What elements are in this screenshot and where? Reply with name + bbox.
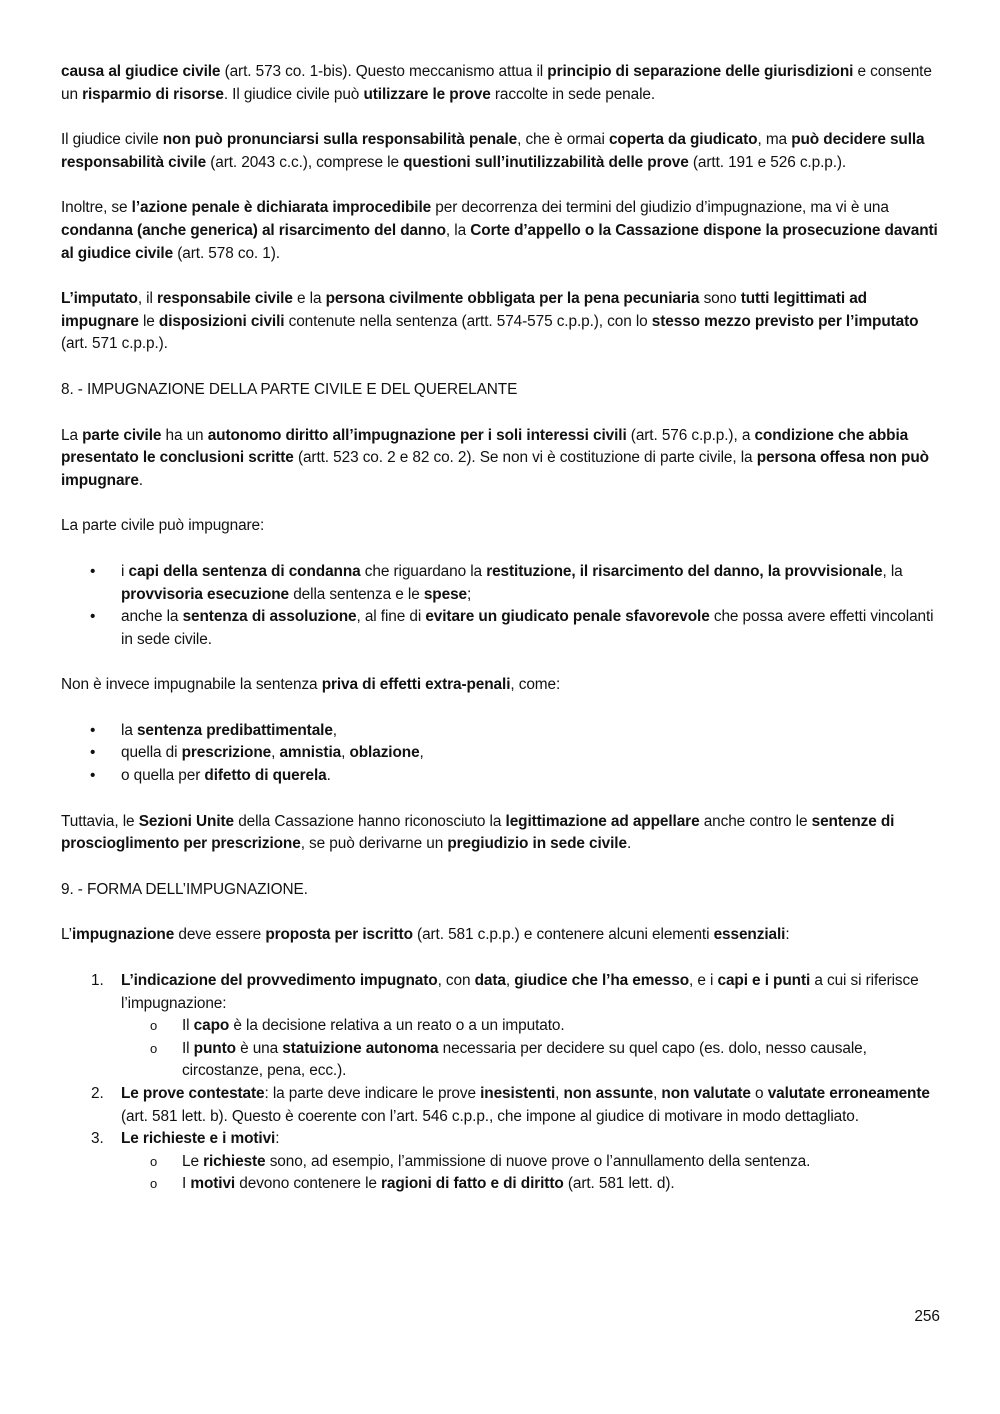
bold-text: provvisoria esecuzione — [121, 585, 290, 603]
text-run: raccolte in sede penale. — [490, 85, 656, 103]
numbered-item — [61, 970, 941, 1083]
text-run: a cui si riferisce l’impugnazione: — [121, 972, 919, 1012]
section-heading-8: 8. - IMPUGNAZIONE DELLA PARTE CIVILE E DEL QUERELANTE — [61, 380, 518, 398]
numbered-item — [61, 1128, 941, 1196]
text-run: deve essere — [174, 926, 266, 944]
bold-text: essenziali — [713, 926, 786, 944]
bold-text: richieste — [203, 1152, 266, 1170]
paragraph — [61, 425, 941, 493]
bold-text: capi e i punti — [717, 972, 811, 990]
text-run: è una — [235, 1039, 283, 1057]
bold-text: può decidere sulla responsabilità civile — [61, 131, 925, 171]
bold-text: principio di separazione delle giurisdizioni — [547, 63, 854, 80]
text-run: , — [332, 721, 337, 739]
text-run: : la parte deve indicare le prove — [264, 1085, 481, 1102]
item-number: 2. — [91, 1085, 104, 1102]
text-run: la — [121, 721, 137, 739]
text-run: contenute nella sentenza (artt. 574-575 c.p.p.), con lo — [284, 312, 652, 330]
text-run: , il — [137, 290, 157, 308]
text-run: L’ — [61, 926, 72, 944]
text-run: : — [275, 1130, 280, 1148]
bold-text: risparmio di risorse — [82, 85, 224, 103]
text-run: (art. 578 co. 1). — [173, 244, 280, 262]
text-run: La — [61, 426, 83, 444]
text-run: per decorrenza dei termini del giudizio d’impugnazione, ma vi è una — [431, 199, 889, 217]
bold-text: utilizzare le prove — [363, 85, 491, 103]
text-run: anche contro le — [699, 812, 812, 830]
bold-text: non può pronunciarsi sulla responsabilità penale — [162, 131, 518, 149]
bold-text: oblazione — [349, 744, 420, 762]
paragraph — [61, 129, 941, 174]
text-run: è la decisione relativa a un reato o a un imputato. — [229, 1017, 565, 1035]
bold-text: sentenza predibattimentale — [136, 721, 333, 739]
text-run: , al fine di — [356, 608, 426, 626]
bullet-item — [61, 720, 941, 743]
bold-text: priva di effetti extra-penali — [321, 676, 511, 694]
item-text — [121, 1128, 941, 1151]
bold-text: sentenze di proscioglimento per prescrizione — [61, 812, 895, 853]
bold-text: Corte d’appello o la Cassazione dispone la prosecuzione davanti al giudice civile — [61, 221, 938, 262]
bold-text: autonomo diritto all’impugnazione per i soli interessi civili — [207, 426, 627, 444]
bullet-item — [61, 765, 941, 788]
text-run: (artt. 523 co. 2 e 82 co. 2). Se non vi è costituzione di parte civile, la — [293, 449, 757, 467]
item-text — [121, 1083, 941, 1128]
text-run: , con — [437, 972, 475, 990]
text-run: anche la — [121, 608, 183, 626]
bold-text: inesistenti — [480, 1085, 556, 1102]
text-run: , — [653, 1085, 662, 1102]
text-run: (art. 571 c.p.p.). — [61, 335, 168, 353]
item-number: 3. — [91, 1130, 104, 1148]
sub-list-item — [121, 1038, 941, 1083]
bold-text: legittimazione ad appellare — [505, 812, 700, 830]
text-run: o quella per — [121, 767, 205, 785]
bold-text: l’azione penale è dichiarata improcedibile — [131, 199, 432, 217]
text-run: Il giudice civile — [61, 131, 163, 149]
text-run: ; — [466, 585, 472, 603]
bold-text: amnistia — [279, 744, 342, 762]
bullet-item — [61, 606, 941, 651]
bold-text: disposizioni civili — [158, 312, 285, 330]
bold-text: stesso mezzo previsto per l’imputato — [651, 312, 919, 330]
bold-text: restituzione, il risarcimento del danno, la provvisionale — [486, 562, 883, 580]
bold-text: evitare un giudicato penale sfavorevole — [425, 608, 710, 626]
bold-text: persona civilmente obbligata per la pena pecuniaria — [325, 290, 700, 308]
paragraph — [61, 197, 941, 265]
paragraph — [61, 924, 941, 947]
text-run: . Il giudice civile può — [223, 85, 364, 103]
text-run: Il — [182, 1017, 194, 1035]
text-run: . — [138, 471, 143, 489]
numbered-item — [61, 1083, 941, 1128]
text-run: , e i — [689, 972, 718, 990]
text-run: , — [341, 744, 350, 762]
document-page — [61, 61, 941, 1196]
text-run: , — [555, 1085, 564, 1102]
text-run: le — [138, 312, 159, 330]
bullet-item — [61, 561, 941, 606]
bold-text: proposta per iscritto — [265, 926, 413, 944]
bold-text: condanna (anche generica) al risarcimento del danno — [61, 221, 446, 239]
sub-list — [121, 1015, 941, 1083]
text-run: e la — [292, 290, 326, 308]
text-run: Le — [182, 1152, 204, 1170]
text-run: quella di — [121, 744, 182, 762]
sub-list-item — [121, 1173, 941, 1196]
text-run: , — [419, 744, 424, 762]
text-run: (art. 581 c.p.p.) e contenere alcuni elementi — [412, 926, 714, 944]
paragraph — [61, 288, 941, 356]
bold-text: questioni sull’inutilizzabilità delle prove — [403, 153, 689, 171]
text-run: , — [505, 972, 515, 990]
paragraph — [61, 61, 941, 106]
sub-list-item — [121, 1151, 941, 1174]
text-run: , ma — [757, 131, 792, 149]
text-run: devono contenere le — [235, 1175, 382, 1193]
text-run: ha un — [161, 426, 208, 444]
bold-text: Le richieste e i motivi — [121, 1130, 276, 1148]
bullet-list — [61, 720, 941, 788]
text-run: , che è ormai — [517, 131, 609, 149]
section-heading-9: 9. - FORMA DELL’IMPUGNAZIONE. — [61, 880, 308, 898]
paragraph — [61, 811, 941, 856]
bold-text: responsabile civile — [156, 290, 293, 308]
bold-text: data — [474, 972, 506, 990]
bold-text: capi della sentenza di condanna — [128, 562, 361, 580]
text-run: (art. 2043 c.c.), comprese le — [206, 153, 404, 171]
page-number: 256 — [914, 1308, 940, 1325]
text-run: della sentenza e le — [289, 585, 424, 603]
text-run: che riguardano la — [360, 562, 487, 580]
text-run: Non è invece impugnabile la sentenza — [61, 676, 322, 694]
sub-list — [121, 1151, 941, 1196]
text-run: i — [121, 562, 129, 580]
text-run: I — [182, 1175, 191, 1193]
text-run: sono — [699, 290, 741, 308]
text-run: . — [626, 835, 632, 853]
bold-text: non valutate — [661, 1085, 751, 1102]
paragraph — [61, 674, 941, 697]
sub-list-item — [121, 1015, 941, 1038]
bold-text: prescrizione — [181, 744, 272, 762]
bold-text: motivi — [190, 1175, 236, 1193]
bold-text: causa al giudice civile — [61, 63, 221, 80]
numbered-list — [61, 970, 941, 1196]
text-run: : — [785, 926, 790, 944]
item-text — [121, 970, 941, 1015]
text-run: , come: — [510, 676, 561, 694]
bullet-item — [61, 742, 941, 765]
bold-text: Le prove contestate — [121, 1085, 265, 1102]
paragraph — [61, 515, 941, 538]
bold-text: statuizione autonoma — [282, 1039, 439, 1057]
bold-text: spese — [423, 585, 467, 603]
text-run: , la — [882, 562, 903, 580]
bold-text: parte civile — [82, 426, 162, 444]
text-run: (art. 573 co. 1-bis). Questo meccanismo attua il — [220, 63, 548, 80]
bold-text: giudice che l’ha emesso — [514, 972, 689, 990]
bold-text: non assunte — [563, 1085, 654, 1102]
bold-text: coperta da giudicato — [608, 131, 758, 149]
text-run: Il — [182, 1039, 194, 1057]
bold-text: ragioni di fatto e di diritto — [381, 1175, 564, 1193]
item-number: 1. — [91, 972, 104, 990]
bold-text: pregiudizio in sede civile — [447, 835, 627, 853]
text-run: o — [750, 1085, 768, 1102]
bold-text: Sezioni Unite — [138, 812, 235, 830]
bold-text: L’imputato — [61, 290, 138, 308]
text-run: (art. 581 lett. b). Questo è coerente con l’art. 546 c.p.p., che impone al giudice di motivare in modo dettagliato. — [121, 1107, 859, 1125]
text-run: sono, ad esempio, l’ammissione di nuove prove o l’annullamento della sentenza. — [265, 1152, 811, 1170]
bold-text: condizione che abbia presentato le conclusioni scritte — [61, 426, 909, 467]
text-run: . — [326, 767, 331, 785]
text-run: , — [271, 744, 280, 762]
bold-text: persona offesa non può impugnare — [61, 449, 929, 489]
text-run: Tuttavia, le — [61, 812, 139, 830]
bold-text: impugnazione — [71, 926, 175, 944]
bold-text: tutti legittimati ad impugnare — [61, 290, 867, 330]
text-run: della Cassazione hanno riconosciuto la — [234, 812, 506, 830]
text-run: (art. 581 lett. d). — [563, 1175, 675, 1193]
text-run: che possa avere effetti vincolanti in sede civile. — [121, 608, 934, 648]
text-run: (artt. 191 e 526 c.p.p.). — [688, 153, 847, 171]
text-run: necessaria per decidere su quel capo (es. dolo, nesso causale, circostanze, pena, ecc.). — [182, 1039, 867, 1080]
bold-text: punto — [193, 1039, 236, 1057]
bold-text: valutate erroneamente — [767, 1085, 930, 1102]
bullet-list — [61, 561, 941, 651]
text-run: , se può derivarne un — [300, 835, 448, 853]
text-run: , la — [445, 221, 471, 239]
text-run: La parte civile può impugnare: — [61, 517, 265, 535]
bold-text: L’indicazione del provvedimento impugnato — [121, 972, 438, 990]
bold-text: capo — [193, 1017, 230, 1035]
bold-text: sentenza di assoluzione — [182, 608, 357, 626]
bold-text: difetto di querela — [204, 767, 327, 785]
text-run: Inoltre, se — [61, 199, 132, 217]
text-run: (art. 576 c.p.p.), a — [626, 426, 755, 444]
text-run: e consente un — [61, 63, 932, 103]
